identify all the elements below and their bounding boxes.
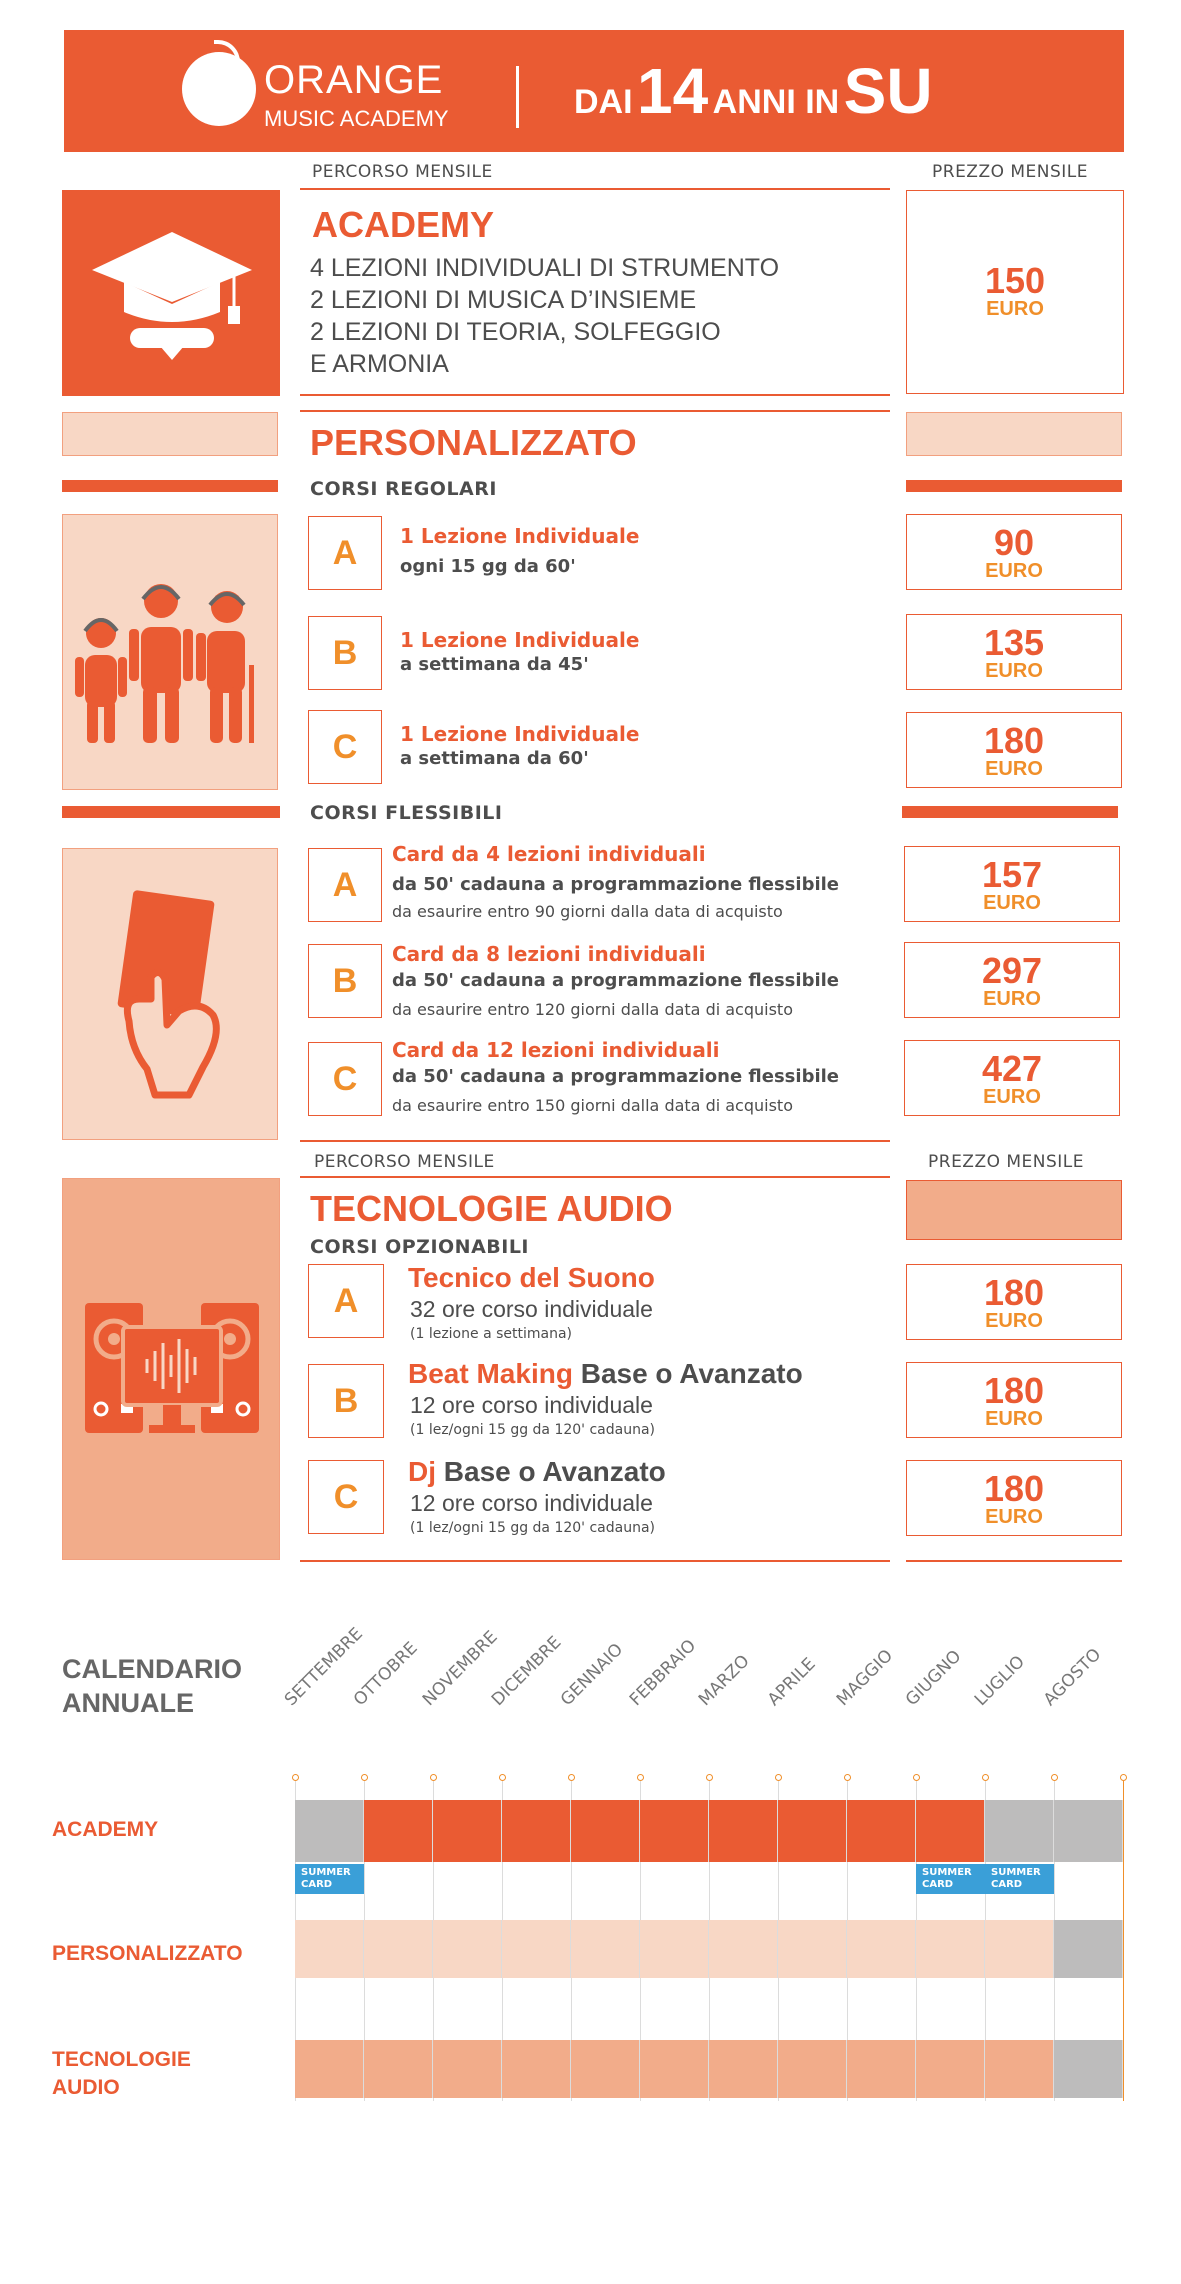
column-head-percorso: PERCORSO MENSILE	[314, 1152, 495, 1172]
price-value: 90	[993, 522, 1035, 563]
calendar-title-line: CALENDARIO	[62, 1654, 242, 1684]
price-value: 427	[981, 1048, 1043, 1089]
orange-logo-icon	[182, 52, 256, 126]
header-divider	[516, 66, 519, 128]
month-label: GENNAIO	[556, 1639, 628, 1710]
calendar-cell	[1054, 1800, 1123, 1862]
calendar-cell	[709, 1800, 778, 1862]
tag-prefix: DAI	[574, 83, 633, 121]
calendar-cell	[916, 2040, 985, 2098]
academy-line: 4 LEZIONI INDIVIDUALI DI STRUMENTO	[310, 254, 780, 282]
calendar-cell	[295, 2040, 364, 2098]
calendar-cell	[985, 1800, 1054, 1862]
option-detail: da 50' cadauna a programmazione flessibile	[392, 970, 840, 991]
badge-line: CARD	[301, 1879, 333, 1890]
leaf-icon	[214, 40, 240, 62]
month-label: NOVEMBRE	[418, 1627, 502, 1710]
card-image	[62, 848, 278, 1140]
audio-image	[62, 1178, 280, 1560]
tick-dot	[1051, 1774, 1058, 1781]
price-unit: EURO	[985, 1506, 1043, 1528]
tick-dot	[637, 1774, 644, 1781]
option-title	[408, 1358, 803, 1390]
calendar-cell	[709, 1920, 778, 1978]
academy-title: ACADEMY	[312, 204, 495, 245]
price-value: 135	[983, 622, 1045, 663]
divider	[300, 394, 890, 396]
month-label: MARZO	[694, 1651, 754, 1710]
price-unit: EURO	[985, 1310, 1043, 1332]
calendar-cell	[502, 1800, 571, 1862]
row-label-line: AUDIO	[52, 2076, 120, 2099]
price-box	[904, 1040, 1120, 1116]
month-label: AGOSTO	[1039, 1644, 1106, 1710]
personalizzato-band-right	[906, 412, 1122, 456]
price-unit: EURO	[985, 758, 1043, 780]
calendar-cell	[709, 2040, 778, 2098]
academy-image	[62, 190, 280, 396]
price-box	[906, 1264, 1122, 1340]
calendar-cell	[295, 1920, 364, 1978]
tick-dot	[568, 1774, 575, 1781]
academy-description	[310, 252, 779, 380]
tick-dot	[706, 1774, 713, 1781]
band-bar	[62, 480, 278, 492]
title-accent: Tecnico del Suono	[408, 1262, 655, 1293]
tecnologie-band-right	[906, 1180, 1122, 1240]
option-detail: a settimana da 60'	[400, 748, 589, 769]
academy-price-box	[906, 190, 1124, 394]
month-label: GIUGNO	[901, 1646, 966, 1710]
option-title: 1 Lezione Individuale	[400, 524, 640, 548]
option-letter: B	[308, 616, 382, 690]
grid-line	[1123, 1781, 1124, 2101]
month-label: LUGLIO	[970, 1651, 1029, 1710]
audio-speakers-icon	[63, 1179, 281, 1561]
tick-dot	[913, 1774, 920, 1781]
option-title	[408, 1262, 655, 1294]
divider	[300, 1560, 890, 1562]
option-letter: B	[308, 944, 382, 1018]
calendar-cell	[778, 2040, 847, 2098]
divider	[300, 1140, 890, 1142]
price-unit: EURO	[986, 298, 1044, 320]
column-head-percorso: PERCORSO MENSILE	[312, 162, 493, 182]
calendar-cell	[502, 1920, 571, 1978]
opzionabili-label: CORSI OPZIONABILI	[310, 1236, 530, 1258]
option-letter: A	[308, 516, 382, 590]
flessibili-label: CORSI FLESSIBILI	[310, 802, 503, 824]
calendar-cell	[433, 2040, 502, 2098]
option-letter: A	[308, 848, 382, 922]
option-title	[408, 1456, 666, 1488]
option-note: (1 lez/ogni 15 gg da 120' cadauna)	[410, 1422, 656, 1438]
tick-dot	[499, 1774, 506, 1781]
calendar-cell	[433, 1800, 502, 1862]
calendar-cell	[847, 1800, 916, 1862]
tick-dot	[982, 1774, 989, 1781]
tick-dot	[1120, 1774, 1127, 1781]
tick-dot	[361, 1774, 368, 1781]
academy-line: E ARMONIA	[310, 350, 449, 378]
band-bar	[906, 480, 1122, 492]
calendar-cell	[916, 1800, 985, 1862]
tag-mid: ANNI IN	[712, 83, 840, 121]
price-value: 180	[983, 720, 1045, 761]
tick-dot	[844, 1774, 851, 1781]
calendar-title-line: ANNUALE	[62, 1688, 194, 1718]
people-image	[62, 514, 278, 790]
summer-card-badge	[295, 1864, 364, 1894]
calendar-title	[62, 1652, 242, 1720]
option-detail: da 50' cadauna a programmazione flessibile	[392, 874, 840, 895]
price-box	[906, 1362, 1122, 1438]
title-rest: Base o Avanzato	[443, 1456, 666, 1487]
month-label: APRILE	[763, 1654, 820, 1710]
personalizzato-band-left	[62, 412, 278, 456]
price-value: 297	[981, 950, 1043, 991]
month-label: SETTEMBRE	[280, 1623, 367, 1710]
column-head-prezzo: PREZZO MENSILE	[928, 1152, 1085, 1172]
option-letter: C	[308, 1042, 382, 1116]
calendar-cell	[640, 1920, 709, 1978]
price-box	[906, 1460, 1122, 1536]
price-box	[906, 514, 1122, 590]
logo-subtitle: MUSIC ACADEMY	[264, 106, 449, 131]
age-tagline	[574, 54, 933, 128]
option-letter: C	[308, 1460, 384, 1534]
option-letter: B	[308, 1364, 384, 1438]
option-detail: 12 ore corso individuale	[410, 1392, 653, 1418]
price-value: 150	[984, 260, 1046, 301]
tag-suffix: SU	[843, 55, 933, 127]
summer-card-badge	[916, 1864, 985, 1894]
option-note: da esaurire entro 120 giorni dalla data di acquisto	[392, 1000, 793, 1019]
title-accent: Dj	[408, 1456, 436, 1487]
option-title: Card da 4 lezioni individuali	[392, 842, 706, 866]
option-note: da esaurire entro 150 giorni dalla data di acquisto	[392, 1096, 793, 1115]
row-label-line: TECNOLOGIE	[52, 2048, 191, 2071]
calendar-cell	[364, 1800, 433, 1862]
band-bar	[62, 806, 280, 818]
band-bar	[902, 806, 1118, 818]
calendar-cell	[502, 2040, 571, 2098]
option-title: 1 Lezione Individuale	[400, 628, 640, 652]
divider	[906, 1560, 1122, 1562]
divider	[300, 1176, 890, 1178]
calendar-cell	[1054, 2040, 1123, 2098]
calendar-cell	[640, 1800, 709, 1862]
option-title: Card da 8 lezioni individuali	[392, 942, 706, 966]
price-box	[904, 846, 1120, 922]
column-head-prezzo: PREZZO MENSILE	[932, 162, 1089, 182]
month-label: MAGGIO	[832, 1645, 898, 1710]
badge-line: SUMMER	[922, 1867, 972, 1878]
price-unit: EURO	[983, 1086, 1041, 1108]
academy-line: 2 LEZIONI DI TEORIA, SOLFEGGIO	[310, 318, 721, 346]
price-box	[904, 942, 1120, 1018]
divider	[300, 188, 890, 190]
price-unit: EURO	[983, 892, 1041, 914]
title-accent: Beat Making	[408, 1358, 573, 1389]
option-detail: 32 ore corso individuale	[410, 1296, 653, 1322]
hand-card-icon	[63, 849, 279, 1141]
calendar-row-label-personalizzato	[52, 1940, 243, 1968]
price-value: 157	[981, 854, 1043, 895]
month-label: OTTOBRE	[349, 1638, 422, 1710]
month-label: DICEMBRE	[487, 1632, 566, 1710]
title-rest: Base o Avanzato	[580, 1358, 803, 1389]
academy-line: 2 LEZIONI DI MUSICA D’INSIEME	[310, 286, 697, 314]
summer-card-badge	[985, 1864, 1054, 1894]
badge-line: SUMMER	[301, 1867, 351, 1878]
calendar-cell	[364, 1920, 433, 1978]
calendar-cell	[985, 2040, 1054, 2098]
calendar-cell	[571, 1920, 640, 1978]
tag-age: 14	[637, 55, 709, 127]
calendar-cell	[847, 1920, 916, 1978]
price-box	[906, 614, 1122, 690]
option-letter: C	[308, 710, 382, 784]
calendar-cell	[778, 1920, 847, 1978]
graduation-cap-icon	[62, 190, 280, 396]
option-note: da esaurire entro 90 giorni dalla data di acquisto	[392, 902, 783, 921]
regolari-label: CORSI REGOLARI	[310, 478, 497, 500]
price-value: 180	[983, 1272, 1045, 1313]
calendar-cell	[1054, 1920, 1123, 1978]
divider	[300, 410, 890, 412]
price-value: 180	[983, 1468, 1045, 1509]
calendar-cell	[916, 1920, 985, 1978]
calendar-cell	[778, 1800, 847, 1862]
personalizzato-title: PERSONALIZZATO	[310, 422, 637, 463]
price-unit: EURO	[985, 660, 1043, 682]
option-title: Card da 12 lezioni individuali	[392, 1038, 720, 1062]
people-headphones-icon	[63, 515, 279, 791]
row-label-line: PERSONALIZZATO	[52, 1942, 243, 1965]
month-label: FEBBRAIO	[625, 1635, 701, 1710]
tick-dot	[430, 1774, 437, 1781]
option-note: (1 lez/ogni 15 gg da 120' cadauna)	[410, 1520, 656, 1536]
calendar-cell	[433, 1920, 502, 1978]
calendar-row-label-academy	[52, 1816, 158, 1844]
logo-title: ORANGE	[264, 58, 444, 102]
badge-line: CARD	[922, 1879, 954, 1890]
option-detail: da 50' cadauna a programmazione flessibile	[392, 1066, 840, 1087]
option-detail: ogni 15 gg da 60'	[400, 556, 576, 577]
option-title: 1 Lezione Individuale	[400, 722, 640, 746]
tick-dot	[775, 1774, 782, 1781]
calendar-cell	[571, 1800, 640, 1862]
price-box	[906, 712, 1122, 788]
calendar-cell	[985, 1920, 1054, 1978]
badge-line: SUMMER	[991, 1867, 1041, 1878]
price-unit: EURO	[985, 560, 1043, 582]
row-label-line: ACADEMY	[52, 1818, 159, 1841]
calendar-cell	[847, 2040, 916, 2098]
option-detail: a settimana da 45'	[400, 654, 589, 675]
header-banner	[64, 30, 1124, 152]
calendar-cell	[640, 2040, 709, 2098]
calendar-row-label-tecnologie	[52, 2046, 191, 2102]
price-value: 180	[983, 1370, 1045, 1411]
tecnologie-title: TECNOLOGIE AUDIO	[310, 1188, 673, 1229]
price-unit: EURO	[983, 988, 1041, 1010]
option-detail: 12 ore corso individuale	[410, 1490, 653, 1516]
price-unit: EURO	[985, 1408, 1043, 1430]
option-letter: A	[308, 1264, 384, 1338]
calendar-cell	[364, 2040, 433, 2098]
option-note: (1 lezione a settimana)	[410, 1326, 572, 1342]
calendar-cell	[295, 1800, 364, 1862]
badge-line: CARD	[991, 1879, 1023, 1890]
calendar-cell	[571, 2040, 640, 2098]
tick-dot	[292, 1774, 299, 1781]
